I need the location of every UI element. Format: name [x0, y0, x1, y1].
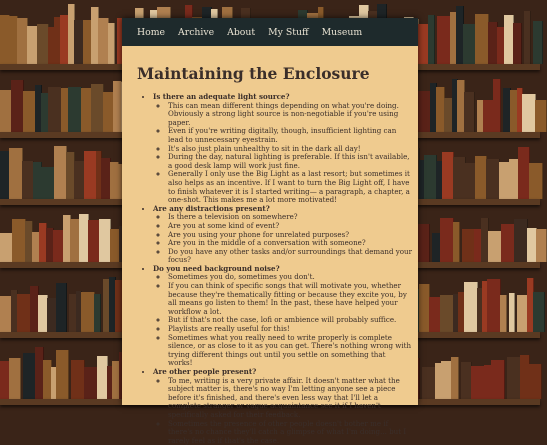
nav-archive-link[interactable]: Archive — [178, 26, 215, 38]
book-spine — [524, 11, 531, 64]
book-spine — [535, 100, 547, 132]
answer-item: ◦ Sometimes the presence of other people doesn't bother me if there's no chance they'll catch a glimpse of what I'm doing... but I rarely feel as if that's the case. — [168, 420, 412, 445]
answer-item: ◦ Is there a television on somewhere? — [168, 213, 412, 222]
answer-item: ◦ Even if you're writing digitally, though, insufficient lighting can lead to unnecessary eyestrain. — [168, 127, 412, 144]
content-panel — [122, 18, 418, 445]
book-spine — [471, 366, 485, 399]
book-spine — [500, 295, 507, 332]
book-spine — [509, 293, 515, 332]
book-spine — [9, 148, 23, 199]
question-item — [153, 205, 412, 265]
answer-item: ◦ During the day, natural lighting is preferable. If this isn't available, a good desk lamp will work just fine. — [168, 153, 412, 170]
book-spine — [507, 357, 521, 399]
book-spine — [440, 218, 454, 262]
answer-item: ◦ Do you have any other tasks and/or surroundings that demand your focus? — [168, 248, 412, 265]
answer-item: ◦ This can mean different things depending on what you're doing. Obviously a strong light source is non-negotiable if you're using paper. — [168, 102, 412, 128]
book-spine — [41, 167, 55, 199]
question-text: Is there an adequate light source? — [153, 92, 290, 101]
book-spine — [487, 279, 501, 332]
question-text: Do you need background noise? — [153, 263, 280, 273]
book-spine — [529, 364, 542, 399]
page-title: Maintaining the Enclosure — [137, 64, 370, 83]
answer-item: ◦ Are you at some kind of event? — [168, 222, 412, 231]
book-spine — [533, 21, 543, 64]
nav-about-link[interactable]: About — [227, 26, 256, 38]
book-spine — [437, 16, 451, 64]
book-spine — [529, 163, 543, 199]
book-spine — [514, 219, 528, 262]
book-spine — [464, 282, 478, 332]
book-spine — [81, 292, 95, 332]
question-text: Are any distractions present? — [153, 203, 270, 213]
book-spine — [522, 94, 536, 132]
book-spine — [488, 231, 502, 262]
book-spine — [416, 224, 430, 262]
nav-bar — [122, 18, 418, 46]
book-spine — [440, 295, 454, 332]
book-spine — [56, 350, 69, 399]
book-spine — [428, 15, 435, 64]
book-spine — [12, 219, 26, 262]
book-spine — [451, 357, 459, 399]
answer-item: ◦ Sometimes you do, sometimes you don't. — [168, 273, 412, 282]
book-spine — [501, 224, 515, 262]
nav-my-stuff-link[interactable]: My Stuff — [268, 26, 309, 38]
book-spine — [422, 367, 436, 399]
book-spine — [48, 87, 62, 132]
book-spine — [453, 222, 460, 262]
answer-item: ◦ If you can think of specific songs that will motivate you, whether because they're thematically fitting or because they excite you, by all means go listen to them! In the past, these have helped your workflow a lot. — [168, 282, 412, 316]
book-spine — [536, 229, 547, 262]
book-spine — [71, 360, 85, 399]
question-item — [153, 368, 412, 445]
question-item — [153, 93, 412, 205]
nav-museum-link[interactable]: Museum — [321, 26, 363, 38]
book-spine — [513, 23, 522, 64]
question-text: Are other people present? — [153, 367, 257, 376]
book-spine — [493, 79, 501, 132]
book-spine — [533, 292, 545, 332]
answer-item: ◦ Sometimes what you really need to write properly is complete silence, or as close to it as you can get. There's nothing wrong with trying different things out until you settle on something that works! — [168, 334, 412, 368]
book-spine — [491, 360, 505, 399]
book-spine — [464, 92, 475, 132]
question-item — [153, 265, 412, 368]
book-spine — [94, 294, 101, 332]
checklist — [122, 93, 418, 445]
book-spine — [486, 159, 500, 199]
answer-item: ◦ To me, writing is a very private affair. It doesn't matter what the subject matter is, there's no way I'm letting anyone see a piece before it's finished, and there's even less way that I'll let a complete stranger or vague acquaintance see it if I haven't specifically asked for their feedback. — [168, 377, 412, 420]
answer-item: ◦ But if that's not the case, lofi or ambience will probably suffice. — [168, 316, 412, 325]
book-spine — [475, 14, 489, 64]
book-spine — [84, 367, 98, 399]
book-spine — [17, 294, 31, 332]
answer-item: ◦ It's also just plain unhealthy to sit in the dark all day! — [168, 145, 412, 154]
answer-item: ◦ Generally I only use the Big Light as a last resort; but sometimes it also helps as an incentive. If I want to turn the Big Light off, I have to finish whatever it is I started writing— a paragraph, a chapter, a one-shot. This makes me a lot more motivated! — [168, 170, 412, 204]
book-spine — [56, 283, 67, 332]
nav-home-link[interactable]: Home — [137, 26, 166, 38]
answer-item: ◦ Playlists are really useful for this! — [168, 325, 412, 334]
book-spine — [68, 87, 82, 132]
book-spine — [108, 23, 115, 64]
answer-item: ◦ Are you in the middle of a conversation with someone? — [168, 239, 412, 248]
book-spine — [9, 358, 21, 399]
answer-item: ◦ Are you using your phone for unrelated purposes? — [168, 231, 412, 240]
